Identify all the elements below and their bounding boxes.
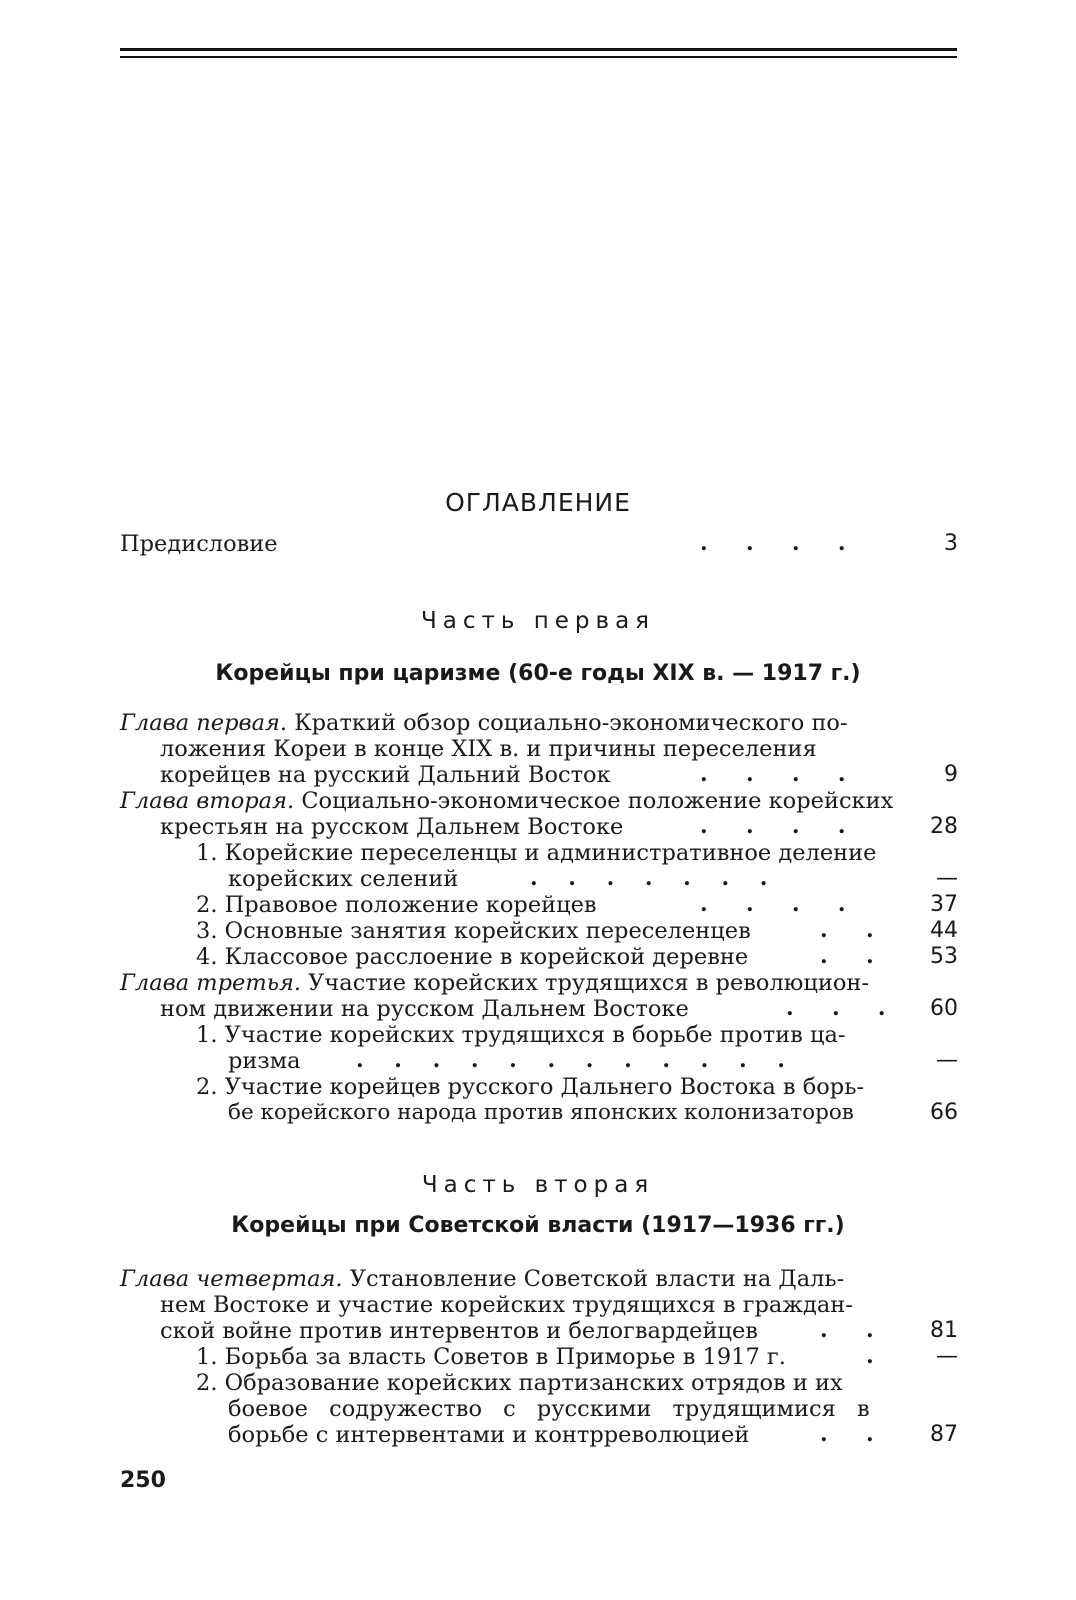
leader-dots: . . . .	[700, 891, 846, 917]
page-ref: 81	[930, 1318, 958, 1343]
leader-dots: . . . .	[700, 761, 846, 787]
section-6-line-1: 2. Участие корейцев русского Дальнего Востока в борь-	[196, 1074, 865, 1100]
chapter-label: Глава вторая.	[120, 788, 295, 814]
chapter-label: Глава четвертая.	[120, 1266, 343, 1292]
page-ref: —	[936, 866, 958, 891]
leader-dots: .	[866, 1343, 874, 1369]
chapter-4-line-3: ской войне против интервентов и белогвардейцев	[160, 1318, 758, 1344]
section-2-line-1: 2. Образование корейских партизанских отрядов и их	[196, 1370, 843, 1396]
leader-dots: . . . .	[700, 530, 846, 556]
chapter-3-line-1: Глава третья. Участие корейских трудящихся в революцион-	[120, 970, 869, 996]
section-3: 3. Основные занятия корейских переселенцев	[196, 918, 751, 944]
chapter-1-line-1: Глава первая. Краткий обзор социально-экономического по-	[120, 710, 848, 736]
section-6-line-2: бе корейского народа против японских колонизаторов	[228, 1100, 854, 1125]
leader-dots: . .	[820, 943, 874, 969]
section-2-line-2: боевое содружество с русскими трудящимися в	[228, 1396, 870, 1422]
chapter-label: Глава третья.	[120, 970, 301, 996]
page-ref: 60	[930, 996, 958, 1021]
page-ref: 9	[944, 762, 958, 787]
top-rule	[120, 48, 957, 51]
chapter-1-line-3: корейцев на русский Дальний Восток	[160, 762, 611, 788]
part-label: Часть вторая	[421, 1172, 655, 1198]
section-5-line-2: ризма	[228, 1048, 301, 1074]
section-1-line-1: 1. Корейские переселенцы и административное деление	[196, 840, 877, 866]
chapter-label: Глава первая.	[120, 710, 288, 736]
chapter-3-line-2: ном движении на русском Дальнем Востоке	[160, 996, 689, 1022]
chapter-2-line-1: Глава вторая. Социально-экономическое положение корейских	[120, 788, 894, 814]
page-ref: 87	[930, 1422, 958, 1447]
page-ref: —	[936, 1048, 958, 1073]
page-ref: 37	[930, 892, 958, 917]
section-5-line-1: 1. Участие корейских трудящихся в борьбе против ца-	[196, 1022, 846, 1048]
section-2: 2. Правовое положение корейцев	[196, 892, 597, 918]
leader-dots: . .	[820, 1317, 874, 1343]
top-rule-thin	[120, 56, 957, 58]
leader-dots: . .	[820, 1421, 874, 1447]
section-2-line-3: борьбе с интервентами и контрреволюцией	[228, 1422, 750, 1448]
chapter-4-line-2: нем Востоке и участие корейских трудящихся в граждан-	[160, 1292, 853, 1318]
toc-entry-preface: Предисловие	[120, 531, 278, 557]
chapter-2-line-2: крестьян на русском Дальнем Востоке	[160, 814, 624, 840]
chapter-4-line-1: Глава четвертая. Установление Советской власти на Даль-	[120, 1266, 845, 1292]
page-ref: 3	[944, 531, 958, 556]
leader-dots: . . .	[786, 995, 886, 1021]
page-ref: 66	[930, 1100, 958, 1125]
part-title: Корейцы при Советской власти (1917—1936 гг.)	[231, 1213, 845, 1238]
section-4: 4. Классовое расслоение в корейской деревне	[196, 944, 749, 970]
leader-dots: . .	[820, 917, 874, 943]
section-1: 1. Борьба за власть Советов в Приморье в 1917 г.	[196, 1344, 786, 1370]
part-title: Корейцы при царизме (60-е годы XIX в. — 1917 г.)	[215, 661, 861, 686]
page-ref: 28	[930, 814, 958, 839]
page-ref: —	[936, 1344, 958, 1369]
toc-title: ОГЛАВЛЕНИЕ	[445, 488, 631, 517]
leader-dots: . . . .	[700, 813, 846, 839]
leader-dots: . . . . . . .	[530, 865, 768, 891]
section-1-line-2: корейских селений	[228, 866, 459, 892]
chapter-1-line-2: ложения Кореи в конце XIX в. и причины переселения	[160, 736, 817, 762]
part-label: Часть первая	[420, 608, 656, 634]
page-ref: 44	[930, 918, 958, 943]
page-number: 250	[120, 1468, 166, 1493]
page-ref: 53	[930, 944, 958, 969]
leader-dots: . . . . . . . . . . . .	[356, 1047, 785, 1073]
